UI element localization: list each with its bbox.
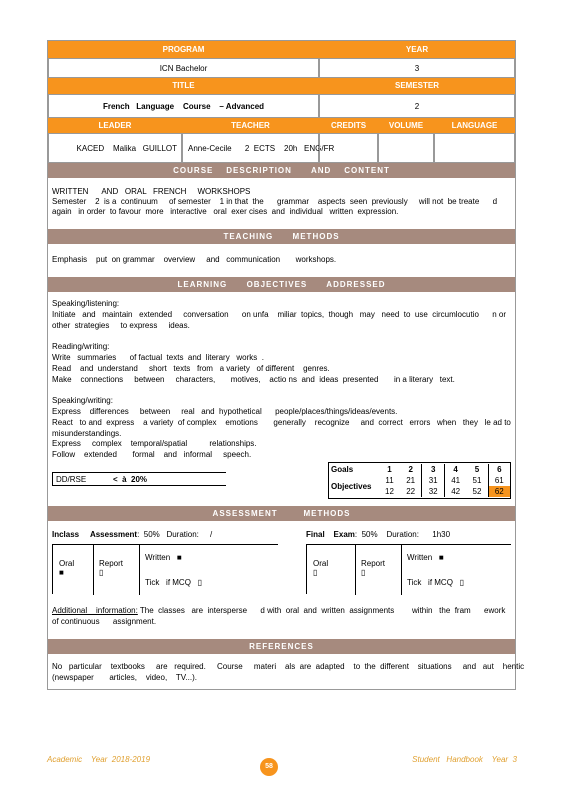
objective-code: 61	[488, 475, 510, 486]
ddrse-box	[52, 472, 226, 486]
inclass-oral	[59, 559, 74, 577]
references-header: REFERENCES	[48, 639, 515, 654]
objective-code: 12	[385, 487, 394, 496]
ddrse-label: DD/RSE	[56, 475, 87, 484]
report-label: Report	[99, 559, 124, 568]
inclass-mcq	[145, 578, 202, 587]
final-label: Final Exam	[306, 530, 355, 539]
inclass-divider	[139, 545, 140, 595]
teaching-methods-text: Emphasis put on grammar overview and communication workshops.	[52, 255, 337, 264]
objective-line: Write summaries of factual texts and literary works .	[52, 352, 264, 362]
final-methods-box	[306, 544, 511, 594]
final-divider	[401, 545, 402, 595]
objective-code: 42	[444, 486, 466, 497]
final-report	[361, 559, 385, 577]
objective-line: Initiate and maintain extended conversation on unfa miliar topics, though may need to use circumlocutio n or	[52, 309, 507, 319]
objective-line: React to and express a variety of complex emotions generally recognize and correct errors when they le ad to	[52, 417, 511, 427]
goal-number: 1	[387, 465, 392, 474]
objective-code: 31	[422, 475, 445, 486]
mcq-checkbox-icon[interactable]: ▯	[197, 578, 202, 587]
written-checkbox-icon[interactable]: ■	[176, 553, 182, 562]
leader-value: KACED Malika GUILLOT	[48, 133, 182, 163]
additional-text: of continuous assignment.	[52, 616, 157, 626]
objective-code: 32	[422, 486, 445, 497]
year-value: 3	[319, 58, 515, 78]
course-line: again in order to favour more interactive oral exer cises and individual written expression.	[52, 207, 399, 216]
year-header: YEAR	[319, 41, 515, 58]
inclass-divider	[93, 545, 94, 595]
goal-number: 6	[488, 464, 510, 475]
goal-number: 2	[408, 465, 413, 474]
final-written	[407, 553, 444, 562]
mcq-label: Tick if MCQ	[407, 578, 453, 587]
footer-academic-year: Academic Year 2018-2019	[47, 755, 151, 764]
goals-label: Goals	[331, 465, 354, 474]
report-checkbox-icon[interactable]: ▯	[361, 568, 366, 577]
objective-line: Read and understand short texts from a variety of different genres.	[52, 363, 330, 373]
leader-header: LEADER	[48, 118, 182, 133]
teacher-header: TEACHER	[182, 118, 319, 133]
ddrse-value: < à 20%	[113, 475, 148, 484]
credits-header: CREDITS	[319, 118, 378, 133]
learning-objectives-body	[52, 299, 512, 461]
references-line: (newspaper articles, video, TV...).	[52, 672, 197, 682]
mcq-label: Tick if MCQ	[145, 578, 191, 587]
objective-code: 41	[444, 475, 466, 486]
objective-code: 11	[385, 476, 394, 485]
final-divider	[355, 545, 356, 595]
objectives-label: Objectives	[331, 481, 372, 491]
objective-line: Reading/writing:	[52, 342, 110, 352]
course-sheet	[47, 40, 525, 690]
objective-spacer	[52, 385, 512, 396]
volume-cell	[378, 133, 434, 163]
language-header: LANGUAGE	[434, 118, 515, 133]
objective-spacer	[52, 331, 512, 342]
objective-line: misunderstandings.	[52, 428, 122, 438]
written-label: Written	[145, 553, 171, 562]
program-header: PROGRAM	[48, 41, 319, 58]
goals-table	[328, 462, 511, 499]
learning-objectives-header: LEARNING OBJECTIVES ADDRESSED	[48, 277, 515, 292]
footer-handbook: Student Handbook Year 3	[412, 755, 517, 764]
inclass-assessment	[52, 530, 212, 539]
additional-text: The classes are intersperse d with oral and written assignments within the fram ework	[137, 606, 506, 615]
objective-line: Express complex temporal/spatial relationships.	[52, 439, 257, 449]
program-value: ICN Bachelor	[48, 58, 319, 78]
teaching-methods-header: TEACHING METHODS	[48, 229, 515, 244]
objective-line: other strategies to express ideas.	[52, 320, 190, 330]
oral-checkbox-icon[interactable]: ▯	[313, 568, 318, 577]
title-value: French Language Course – Advanced	[48, 94, 319, 118]
inclass-written	[145, 553, 182, 562]
objective-code: 51	[472, 476, 482, 485]
final-exam	[306, 530, 450, 539]
references-body	[52, 662, 525, 683]
volume-header: VOLUME	[378, 118, 434, 133]
course-line: Semester 2 is a continuum of semester 1 in that the grammar aspects seen previously will not be treate d	[52, 197, 498, 206]
oral-label: Oral	[313, 559, 329, 568]
semester-value: 2	[319, 94, 515, 118]
objective-line: Speaking/listening:	[52, 299, 120, 308]
additional-label: Additional information:	[52, 606, 138, 615]
final-detail: : 50% Duration: 1h30	[354, 530, 451, 539]
written-label: Written	[407, 553, 433, 562]
oral-checkbox-icon[interactable]: ■	[59, 568, 64, 577]
title-header: TITLE	[48, 78, 319, 94]
final-mcq	[407, 578, 464, 587]
page-number: 58	[260, 758, 278, 776]
objective-line: Follow extended formal and informal speech.	[52, 450, 252, 460]
additional-information	[52, 606, 512, 627]
goal-number: 4	[444, 464, 466, 475]
objective-line: Express differences between real and hypothetical people/places/things/ideas/events.	[52, 406, 398, 416]
objective-code: 52	[472, 487, 482, 496]
course-line: WRITTEN AND ORAL FRENCH WORKSHOPS	[52, 187, 251, 196]
credits-cell	[319, 133, 378, 163]
goal-number: 5	[474, 465, 480, 474]
mcq-checkbox-icon[interactable]: ▯	[459, 578, 464, 587]
final-oral	[313, 559, 328, 577]
report-checkbox-icon[interactable]: ▯	[99, 568, 104, 577]
course-description-body	[52, 187, 512, 217]
objective-code-highlighted: 62	[488, 486, 510, 497]
teacher-value: Anne-Cecile 2 ECTS 20h ENG/FR	[182, 133, 319, 163]
semester-header: SEMESTER	[319, 78, 515, 94]
objective-code: 21	[406, 476, 416, 485]
objective-line: Speaking/writing:	[52, 396, 113, 406]
inclass-label: Inclass Assessment	[52, 530, 138, 539]
inclass-detail: : 50% Duration: /	[137, 530, 213, 539]
course-description-header: COURSE DESCRIPTION AND CONTENT	[48, 163, 515, 178]
written-checkbox-icon[interactable]: ■	[438, 553, 444, 562]
objective-code: 22	[406, 487, 416, 496]
inclass-report	[99, 559, 123, 577]
references-line: No particular textbooks are required. Course materi als are adapted to the different situations and aut hentic	[52, 662, 525, 671]
assessment-header: ASSESSMENT METHODS	[48, 506, 515, 521]
inclass-methods-box	[52, 544, 278, 594]
objective-line: Make connections between characters, motives, actio ns and ideas presented in a literary text.	[52, 374, 455, 384]
goal-number: 3	[422, 464, 445, 475]
report-label: Report	[361, 559, 386, 568]
oral-label: Oral	[59, 559, 75, 568]
language-cell	[434, 133, 515, 163]
